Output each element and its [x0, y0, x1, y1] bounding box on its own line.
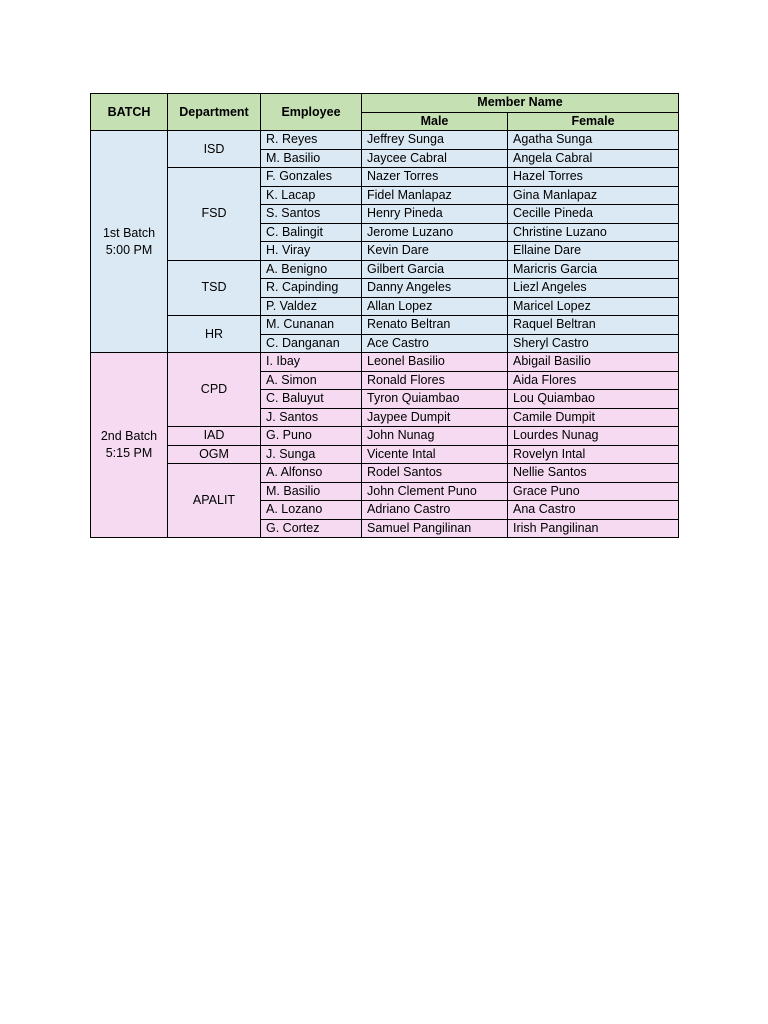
table-row — [91, 353, 679, 372]
header-row-1 — [91, 94, 679, 113]
female-member-cell: Liezl Angeles — [508, 279, 679, 298]
male-member-cell: Allan Lopez — [362, 297, 508, 316]
male-member-cell: Tyron Quiambao — [362, 390, 508, 409]
employee-cell: R. Capinding — [261, 279, 362, 298]
male-member-cell: Jeffrey Sunga — [362, 131, 508, 150]
male-member-cell: Samuel Pangilinan — [362, 519, 508, 538]
batch-time: 5:15 PM — [105, 446, 153, 460]
member-name-header: Member Name — [362, 94, 679, 113]
batch-cell — [91, 353, 168, 538]
male-header: Male — [362, 112, 508, 131]
female-member-cell: Aida Flores — [508, 371, 679, 390]
member-roster-table — [90, 93, 679, 538]
table-row — [91, 427, 679, 446]
male-member-cell: Danny Angeles — [362, 279, 508, 298]
employee-cell: A. Lozano — [261, 501, 362, 520]
department-cell: OGM — [168, 445, 261, 464]
department-header: Department — [168, 94, 261, 131]
female-member-cell: Gina Manlapaz — [508, 186, 679, 205]
male-member-cell: Ronald Flores — [362, 371, 508, 390]
employee-cell: H. Viray — [261, 242, 362, 261]
female-member-cell: Christine Luzano — [508, 223, 679, 242]
batch-time: 5:00 PM — [105, 242, 153, 257]
male-member-cell: Henry Pineda — [362, 205, 508, 224]
male-member-cell: Kevin Dare — [362, 242, 508, 261]
female-header: Female — [508, 112, 679, 131]
female-member-cell: Maricris Garcia — [508, 260, 679, 279]
employee-cell: C. Danganan — [261, 334, 362, 353]
table-row — [91, 168, 679, 187]
department-cell: CPD — [168, 353, 261, 427]
female-member-cell: Ana Castro — [508, 501, 679, 520]
employee-cell: P. Valdez — [261, 297, 362, 316]
employee-cell: C. Balingit — [261, 223, 362, 242]
employee-header: Employee — [261, 94, 362, 131]
table-row — [91, 131, 679, 150]
employee-cell: I. Ibay — [261, 353, 362, 372]
female-member-cell: Nellie Santos — [508, 464, 679, 483]
male-member-cell: Vicente Intal — [362, 445, 508, 464]
batch-cell — [91, 131, 168, 353]
department-cell: TSD — [168, 260, 261, 316]
department-cell: FSD — [168, 168, 261, 261]
female-member-cell: Grace Puno — [508, 482, 679, 501]
employee-cell: M. Basilio — [261, 482, 362, 501]
department-cell: IAD — [168, 427, 261, 446]
employee-cell: J. Sunga — [261, 445, 362, 464]
female-member-cell: Irish Pangilinan — [508, 519, 679, 538]
female-member-cell: Lourdes Nunag — [508, 427, 679, 446]
female-member-cell: Lou Quiambao — [508, 390, 679, 409]
male-member-cell: John Clement Puno — [362, 482, 508, 501]
male-member-cell: Rodel Santos — [362, 464, 508, 483]
employee-cell: M. Basilio — [261, 149, 362, 168]
female-member-cell: Hazel Torres — [508, 168, 679, 187]
female-member-cell: Maricel Lopez — [508, 297, 679, 316]
employee-cell: A. Simon — [261, 371, 362, 390]
male-member-cell: Fidel Manlapaz — [362, 186, 508, 205]
male-member-cell: Jerome Luzano — [362, 223, 508, 242]
batch-label: 1st Batch — [102, 225, 156, 240]
male-member-cell: Adriano Castro — [362, 501, 508, 520]
employee-cell: G. Cortez — [261, 519, 362, 538]
male-member-cell: Leonel Basilio — [362, 353, 508, 372]
table-row — [91, 260, 679, 279]
employee-cell: A. Benigno — [261, 260, 362, 279]
employee-cell: C. Baluyut — [261, 390, 362, 409]
table-header — [91, 94, 679, 131]
female-member-cell: Abigail Basilio — [508, 353, 679, 372]
male-member-cell: Jaypee Dumpit — [362, 408, 508, 427]
female-member-cell: Angela Cabral — [508, 149, 679, 168]
male-member-cell: Nazer Torres — [362, 168, 508, 187]
table-row — [91, 316, 679, 335]
table-row — [91, 464, 679, 483]
female-member-cell: Camile Dumpit — [508, 408, 679, 427]
batch-header: BATCH — [91, 94, 168, 131]
male-member-cell: John Nunag — [362, 427, 508, 446]
female-member-cell: Cecille Pineda — [508, 205, 679, 224]
department-cell: APALIT — [168, 464, 261, 538]
employee-cell: F. Gonzales — [261, 168, 362, 187]
male-member-cell: Renato Beltran — [362, 316, 508, 335]
female-member-cell: Ellaine Dare — [508, 242, 679, 261]
employee-cell: A. Alfonso — [261, 464, 362, 483]
female-member-cell: Sheryl Castro — [508, 334, 679, 353]
employee-cell: M. Cunanan — [261, 316, 362, 335]
female-member-cell: Raquel Beltran — [508, 316, 679, 335]
department-cell: HR — [168, 316, 261, 353]
employee-cell: J. Santos — [261, 408, 362, 427]
male-member-cell: Jaycee Cabral — [362, 149, 508, 168]
female-member-cell: Agatha Sunga — [508, 131, 679, 150]
male-member-cell: Gilbert Garcia — [362, 260, 508, 279]
batch-label: 2nd Batch — [100, 429, 158, 443]
department-cell: ISD — [168, 131, 261, 168]
employee-cell: G. Puno — [261, 427, 362, 446]
female-member-cell: Rovelyn Intal — [508, 445, 679, 464]
employee-cell: K. Lacap — [261, 186, 362, 205]
employee-cell: S. Santos — [261, 205, 362, 224]
table-row — [91, 445, 679, 464]
employee-cell: R. Reyes — [261, 131, 362, 150]
table-body — [91, 131, 679, 538]
male-member-cell: Ace Castro — [362, 334, 508, 353]
